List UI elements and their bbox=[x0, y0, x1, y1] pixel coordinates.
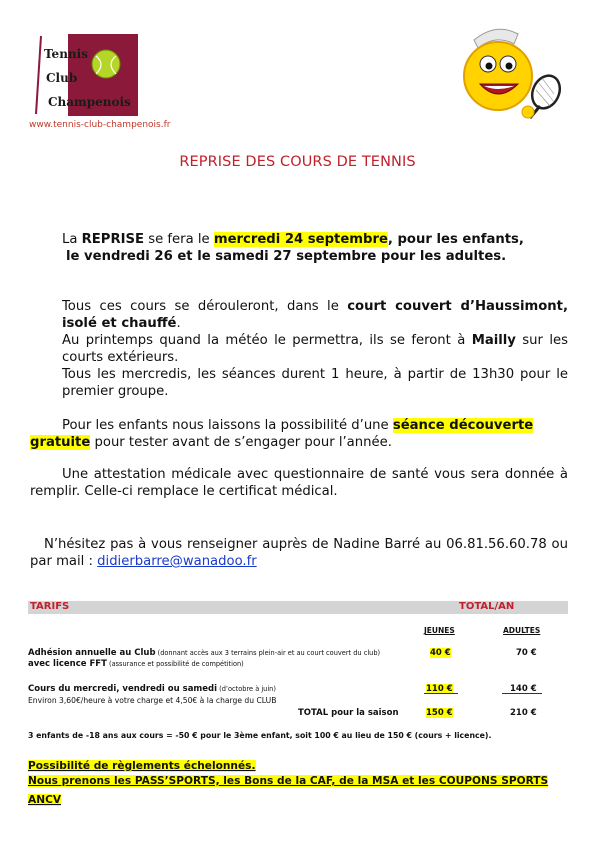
adhesion-adultes-amount: 70 € bbox=[516, 648, 537, 658]
row-total bbox=[298, 708, 399, 718]
cours-label: Cours du mercredi, vendredi ou samedi bbox=[28, 684, 218, 694]
adhesion-adultes-value bbox=[516, 648, 537, 658]
reprise-line-2: le vendredi 26 et le samedi 27 septembre pour les adultes. bbox=[66, 249, 507, 264]
adhesion-jeunes-amount: 40 € bbox=[430, 648, 451, 658]
logo-line3: Champenois bbox=[48, 95, 131, 109]
row-cours-detail: Environ 3,60€/heure à votre charge et 4,50€ à la charge du CLUB bbox=[28, 696, 277, 705]
adhesion-label: Adhésion annuelle au Club bbox=[28, 648, 156, 658]
payment-coupons: Nous prenons les PASS’SPORTS, les Bons de la CAF, de la MSA et les COUPONS SPORTS ANCV bbox=[28, 775, 549, 806]
column-adultes: ADULTES bbox=[503, 626, 541, 635]
separator-line bbox=[502, 693, 542, 694]
smiley-tennis-icon bbox=[456, 20, 566, 124]
cours-l2-bold: Mailly bbox=[471, 333, 516, 348]
licence-note: (assurance et possibilité de compétition) bbox=[106, 660, 244, 668]
tarifs-header-bar bbox=[28, 601, 568, 614]
cours-line-3: Tous les mercredis, les séances durent 1 heure, à partir de 13h30 pour le premier groupe. bbox=[62, 367, 568, 399]
contact-text: N’hésitez pas à vous renseigner auprès de Nadine Barré au 06.81.56.60.78 ou par mail : bbox=[30, 537, 568, 569]
adhesion-jeunes-value bbox=[430, 648, 451, 658]
seance-gratuite-highlight: séance découverte gratuite bbox=[30, 418, 534, 450]
cours-l1-bold: court couvert d’Haussimont, isolé et chauffé bbox=[62, 299, 568, 331]
payment-line-2 bbox=[28, 769, 556, 807]
cours-l2-pre: Au printemps quand la météo le permettra, ils se feront à bbox=[62, 333, 472, 348]
enfants-pre: Pour les enfants nous laissons la possibilité d’une bbox=[62, 418, 393, 433]
attestation-paragraph bbox=[30, 466, 568, 500]
enfants-paragraph bbox=[30, 417, 568, 451]
club-logo bbox=[34, 34, 138, 116]
cours-note: (d’octobre à juin) bbox=[217, 685, 276, 693]
total-jeunes-value bbox=[426, 708, 453, 718]
total-label: TOTAL pour la saison bbox=[298, 708, 399, 718]
reprise-text-mid: se fera le bbox=[144, 232, 214, 247]
row-cours bbox=[28, 684, 276, 694]
adhesion-note: (donnant accès aux 3 terrains plein-air et au court couvert du club) bbox=[155, 649, 381, 657]
reprise-bold: REPRISE bbox=[81, 232, 145, 247]
cours-l1-post: . bbox=[176, 316, 181, 331]
email-link[interactable]: didierbarre@wanadoo.fr bbox=[97, 554, 257, 569]
total-adultes-value bbox=[510, 708, 537, 718]
logo-line2: Club bbox=[46, 71, 78, 85]
reprise-line-1 bbox=[62, 231, 524, 248]
tarifs-label: TARIFS bbox=[30, 601, 70, 612]
reprise-date-highlight: mercredi 24 septembre bbox=[213, 232, 388, 247]
cours-l2-post: sur les courts extérieurs. bbox=[62, 333, 568, 365]
cours-adultes-amount: 140 € bbox=[510, 684, 537, 694]
contact-paragraph bbox=[30, 536, 568, 570]
attestation-text: Une attestation médicale avec questionnaire de santé vous sera donnée à remplir. Celle-ci remplace le certificat médical. bbox=[30, 467, 568, 499]
row-licence bbox=[28, 659, 244, 669]
enfants-post: pour tester avant de s’engager pour l’année. bbox=[90, 435, 392, 450]
total-jeunes-amount: 150 € bbox=[426, 708, 453, 718]
cours-l1-pre: Tous ces cours se dérouleront, dans le bbox=[62, 299, 348, 314]
licence-label: avec licence FFT bbox=[28, 659, 107, 669]
cours-line-1 bbox=[30, 298, 568, 332]
page-title: REPRISE DES COURS DE TENNIS bbox=[179, 154, 416, 170]
club-website-link[interactable]: www.tennis-club-champenois.fr bbox=[29, 120, 171, 130]
payment-echelonnes: Possibilité de règlements échelonnés. bbox=[28, 760, 256, 772]
reprise-text-post: , pour les enfants, bbox=[387, 232, 524, 247]
reduction-note: 3 enfants de -18 ans aux cours = -50 € pour le 3ème enfant, soit 100 € au lieu de 150 € (cours + licence). bbox=[28, 731, 492, 740]
row-adhesion bbox=[28, 648, 380, 658]
cours-paragraph bbox=[30, 298, 568, 400]
logo-line1: Tennis bbox=[44, 47, 88, 61]
column-jeunes: JEUNES bbox=[424, 626, 455, 635]
total-an-label: TOTAL/AN bbox=[459, 601, 515, 612]
cours-line-2 bbox=[30, 332, 568, 366]
separator-line bbox=[424, 693, 458, 694]
cours-jeunes-amount: 110 € bbox=[426, 684, 453, 694]
total-adultes-amount: 210 € bbox=[510, 708, 537, 718]
reprise-text-pre: La bbox=[62, 232, 82, 247]
